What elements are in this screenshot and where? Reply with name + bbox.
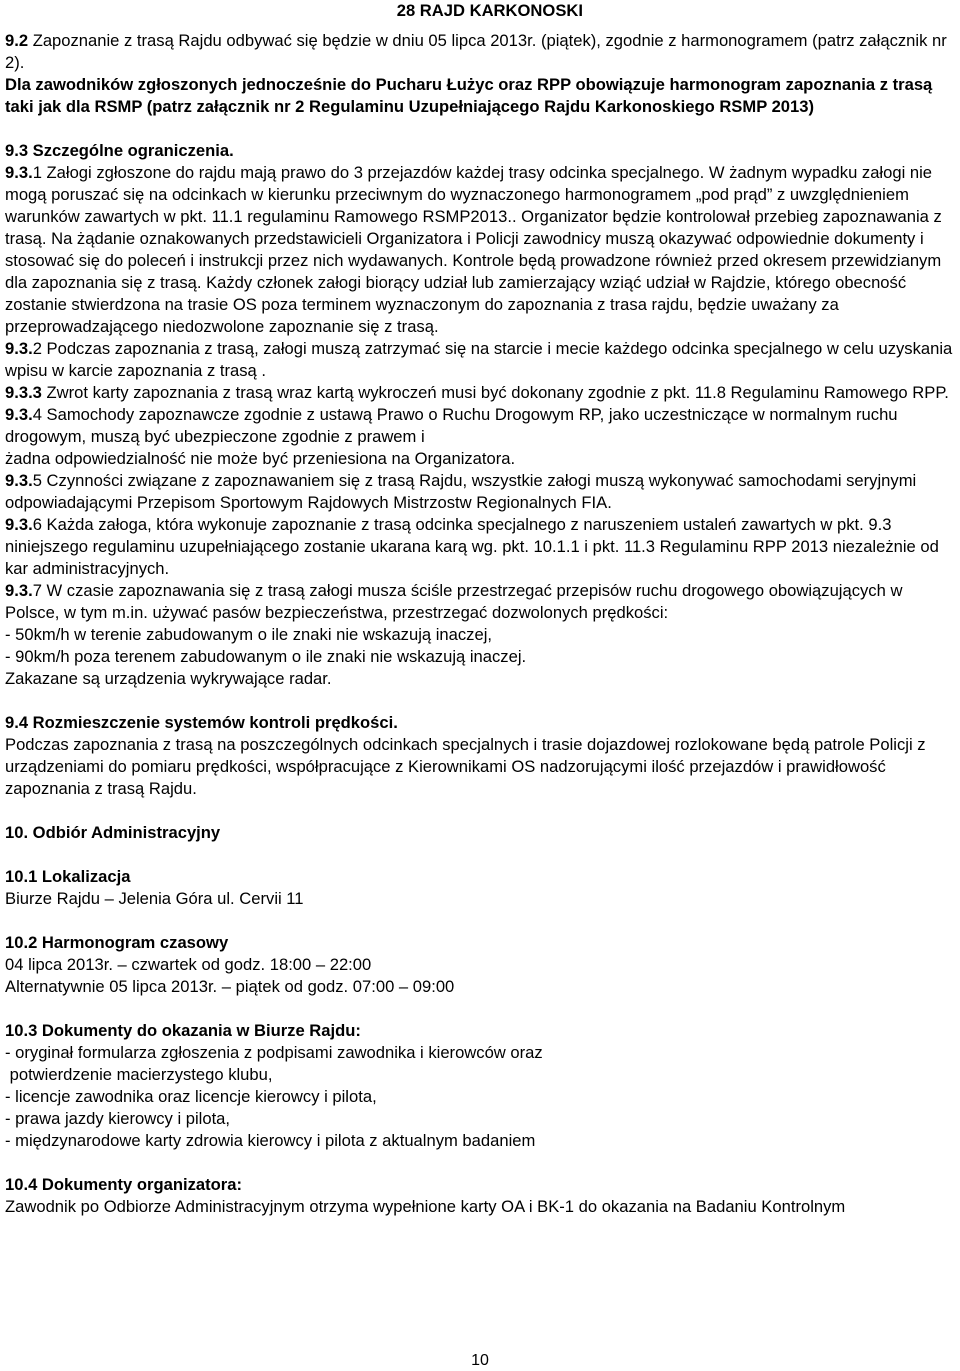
paragraph-text: Czynności związane z zapoznawaniem się z trasą Rajdu, wszystkie załogi muszą wykonywać samochodami seryjnymi odpowiadającymi Przepisom Sportowym Rajdowych Mistrzostw Regionalnych FIA. [5,471,917,512]
paragraph-text: Każda załoga, która wykonuje zapoznanie z trasą odcinka specjalnego z naruszeniem ustaleń zawartych w pkt. 9.3 niniejszego regulaminu uzupełniającego zostanie ukarana karą wg. pkt. 10.1.1 i pkt. 11.3 Regulaminu RPP 2013 niezależnie od kar administracyjnych. [5,515,939,578]
section-number: 9.2 [5,31,29,50]
section-9-3-5-paragraph [5,470,955,514]
section-number: 9.3. [5,581,33,600]
section-number: 9.3. [5,339,33,358]
section-9-2-paragraph [5,30,955,74]
speed-limit-line: - 50km/h w terenie zabudowanym o ile znaki nie wskazują inaczej, [5,625,492,644]
document-list-item: potwierdzenie macierzystego klubu, [5,1065,273,1084]
document-list-item: - licencje zawodnika oraz licencje kierowcy i pilota, [5,1087,377,1106]
document-list-item: - oryginał formularza zgłoszenia z podpisami zawodnika i kierowców oraz [5,1043,543,1062]
paragraph-text: Podczas zapoznania z trasą, załogi muszą zatrzymać się na starcie i mecie każdego odcinka specjalnego w celu uzyskania wpisu w karcie zapoznania z trasą . [5,339,953,380]
section-9-3-4-paragraph [5,404,955,448]
paragraph-text: Zapoznanie z trasą Rajdu odbywać się będzie w dniu 05 lipca 2013r. (piątek), zgodnie z harmonogramem (patrz załącznik nr 2). [5,31,947,72]
section-number: 9.3. [5,163,33,182]
section-number: 9.3. [5,405,33,424]
schedule-line: 04 lipca 2013r. – czwartek od godz. 18:00 – 22:00 [5,955,372,974]
section-10-2-heading: 10.2 Harmonogram czasowy [5,933,229,952]
document-body [5,0,955,1218]
document-header: 28 RAJD KARKONOSKI [396,1,583,20]
section-10-heading: 10. Odbiór Administracyjny [5,823,221,842]
section-9-4-heading: 9.4 Rozmieszczenie systemów kontroli prędkości. [5,713,398,732]
section-number: 9.3.3 [5,383,42,402]
radar-note: Zakazane są urządzenia wykrywające radar. [5,669,332,688]
section-subnumber: 1 [32,163,42,182]
organizer-documents-text: Zawodnik po Odbiorze Administracyjnym otrzyma wypełnione karty OA i BK-1 do okazania na Badaniu Kontrolnym [5,1197,846,1216]
section-number: 9.3. [5,471,33,490]
document-list-item: - prawa jazdy kierowcy i pilota, [5,1109,231,1128]
section-subnumber: 5 [32,471,42,490]
page-number: 10 [471,1352,489,1369]
section-9-2-bold-note: Dla zawodników zgłoszonych jednocześnie do Pucharu Łużyc oraz RPP obowiązuje harmonogram zapoznania z trasą taki jak dla RSMP (patrz załącznik nr 2 Regulaminu Uzupełniającego Rajdu Karkonoskiego RSMP 2013) [5,75,933,116]
section-subnumber: 4 [32,405,42,424]
section-9-4-paragraph: Podczas zapoznania z trasą na poszczególnych odcinkach specjalnych i trasie dojazdowej rozlokowane będą patrole Policji z urządzeniami do pomiaru prędkości, współpracujące z Kierownikami OS nadzorującymi ilość przejazdów i prawidłowość zapoznania z trasą Rajdu. [5,735,926,798]
document-list-item: - międzynarodowe karty zdrowia kierowcy i pilota z aktualnym badaniem [5,1131,536,1150]
section-subnumber: 6 [32,515,42,534]
section-10-1-heading: 10.1 Lokalizacja [5,867,131,886]
paragraph-text: Załogi zgłoszone do rajdu mają prawo do 3 przejazdów każdej trasy odcinka specjalnego. W żadnym wypadku załogi nie mogą poruszać się na odcinkach w kierunku przeciwnym do wyznaczonego harmonogramem „pod prąd” z uwzględnieniem warunków zawartych w pkt. 11.1 regulaminu Ramowego RSMP2013.. Organizator będzie kontrolował przebieg zapoznawania z trasą. Na żądanie oznakowanych przedstawicieli Organizatora i Policji zawodnicy muszą okazywać odpowiednie dokumenty i stosować się do poleceń i instrukcji przez nich wydawanych. Kontrole będą prowadzone również przed okresem przewidzianym dla zapoznania się z trasą. Każdy członek załogi biorący udział lub zamierzający wziąć udział w Rajdzie, którego obecność zostanie stwierdzona na trasie OS poza terminem wyznaczonym do zapoznania z trasa rajdu, będzie uważany za przeprowadzającego niedozwolone zapoznanie się z trasą. [5,163,942,336]
section-9-3-7-paragraph [5,580,955,624]
paragraph-text: Zwrot karty zapoznania z trasą wraz kartą wykroczeń musi być dokonany zgodnie z pkt. 11.8 Regulaminu Ramowego RPP. [41,383,949,402]
paragraph-text: Samochody zapoznawcze zgodnie z ustawą Prawo o Ruchu Drogowym RP, jako uczestniczące w normalnym ruchu drogowym, muszą być ubezpieczone zgodnie z prawem i [5,405,898,446]
paragraph-text: W czasie zapoznawania się z trasą załogi musza ściśle przestrzegać przepisów ruchu drogowego obowiązujących w Polsce, w tym m.in. używać pasów bezpieczeństwa, przestrzegać dozwolonych prędkości: [5,581,903,622]
section-10-4-heading: 10.4 Dokumenty organizatora: [5,1175,242,1194]
section-9-3-2-paragraph [5,338,955,382]
section-9-3-4-line2: żadna odpowiedzialność nie może być przeniesiona na Organizatora. [5,449,516,468]
location-text: Biurze Rajdu – Jelenia Góra ul. Cervii 11 [5,889,304,908]
section-9-3-1-paragraph [5,162,955,338]
section-number: 9.3. [5,515,33,534]
section-9-3-3-paragraph [5,382,955,404]
section-9-3-6-paragraph [5,514,955,580]
section-subnumber: 7 [32,581,42,600]
section-9-3-heading: 9.3 Szczególne ograniczenia. [5,141,234,160]
section-10-3-heading: 10.3 Dokumenty do okazania w Biurze Rajdu: [5,1021,361,1040]
schedule-line: Alternatywnie 05 lipca 2013r. – piątek od godz. 07:00 – 09:00 [5,977,455,996]
section-subnumber: 2 [32,339,42,358]
speed-limit-line: - 90km/h poza terenem zabudowanym o ile znaki nie wskazują inaczej. [5,647,527,666]
